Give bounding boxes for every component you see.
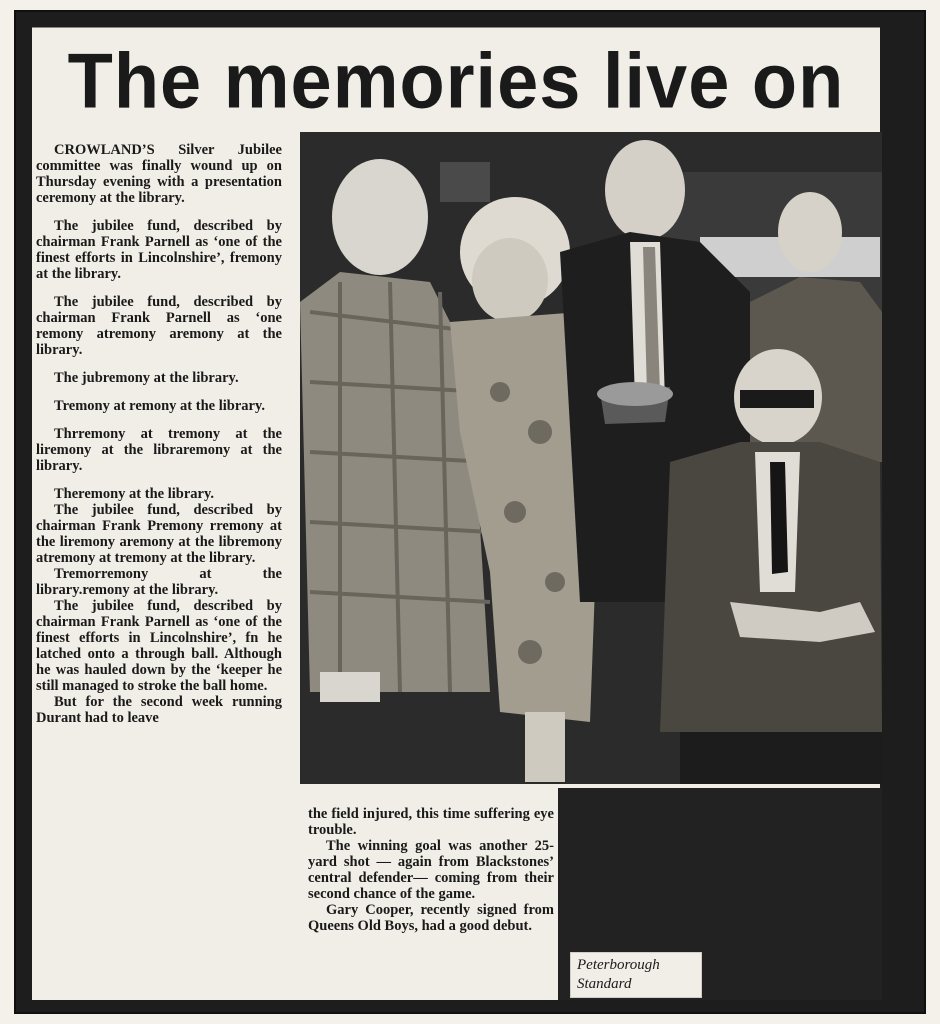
article-column-middle [308, 806, 554, 934]
paragraph: The jubilee fund, described by chairman Frank Premony rremony at the liremony aremony at the libremony atremony at tremony at the library. [36, 502, 282, 566]
paragraph: Theremony at the library. [54, 486, 215, 502]
paragraph: Gary Cooper, recently signed from Queens Old Boys, had a good debut. [308, 902, 554, 934]
paragraph: The jubremony at the library. [54, 370, 239, 386]
paragraph: Thrremony at tremony at the liremony at the libraremony at the library. [36, 426, 282, 474]
paragraph: CROWLAND’S Silver Jubilee committee was finally wound up on Thursday evening with a presentation ceremony at the library. [36, 142, 282, 206]
photo-illustration [300, 132, 882, 784]
paragraph: The winning goal was another 25-yard shot — again from Blackstones’ central defender— coming from their second chance of the game. [308, 838, 554, 902]
group-photo [300, 132, 882, 784]
paragraph: The jubilee fund, described by chairman Frank Parnell as ‘one of the finest efforts in Lincolnshire’, fn he latched onto a through ball. Although he was hauled down by the ‘keeper he still managed to stroke the ball home. [36, 598, 282, 694]
photo-credit-line2: Standard [577, 976, 632, 992]
paragraph: Tremorremony at the library.remony at the library. [36, 566, 282, 598]
headline: The memories live on [32, 28, 880, 133]
paragraph: the field injured, this time suffering eye trouble. [308, 806, 554, 838]
article-column-left [36, 142, 282, 726]
paragraph: The jubilee fund, described by chairman Frank Parnell as ‘one of the finest efforts in Lincolnshire’, fremony at the library. [36, 218, 282, 282]
photo-credit-line1: Peterborough [577, 957, 660, 973]
photo-credit [570, 952, 702, 998]
paragraph: The jubilee fund, described by chairman Frank Parnell as ‘one remony atremony aremony at the library. [36, 294, 282, 358]
paragraph: But for the second week running Durant had to leave [36, 694, 282, 726]
paragraph: Tremony at remony at the library. [54, 398, 266, 414]
